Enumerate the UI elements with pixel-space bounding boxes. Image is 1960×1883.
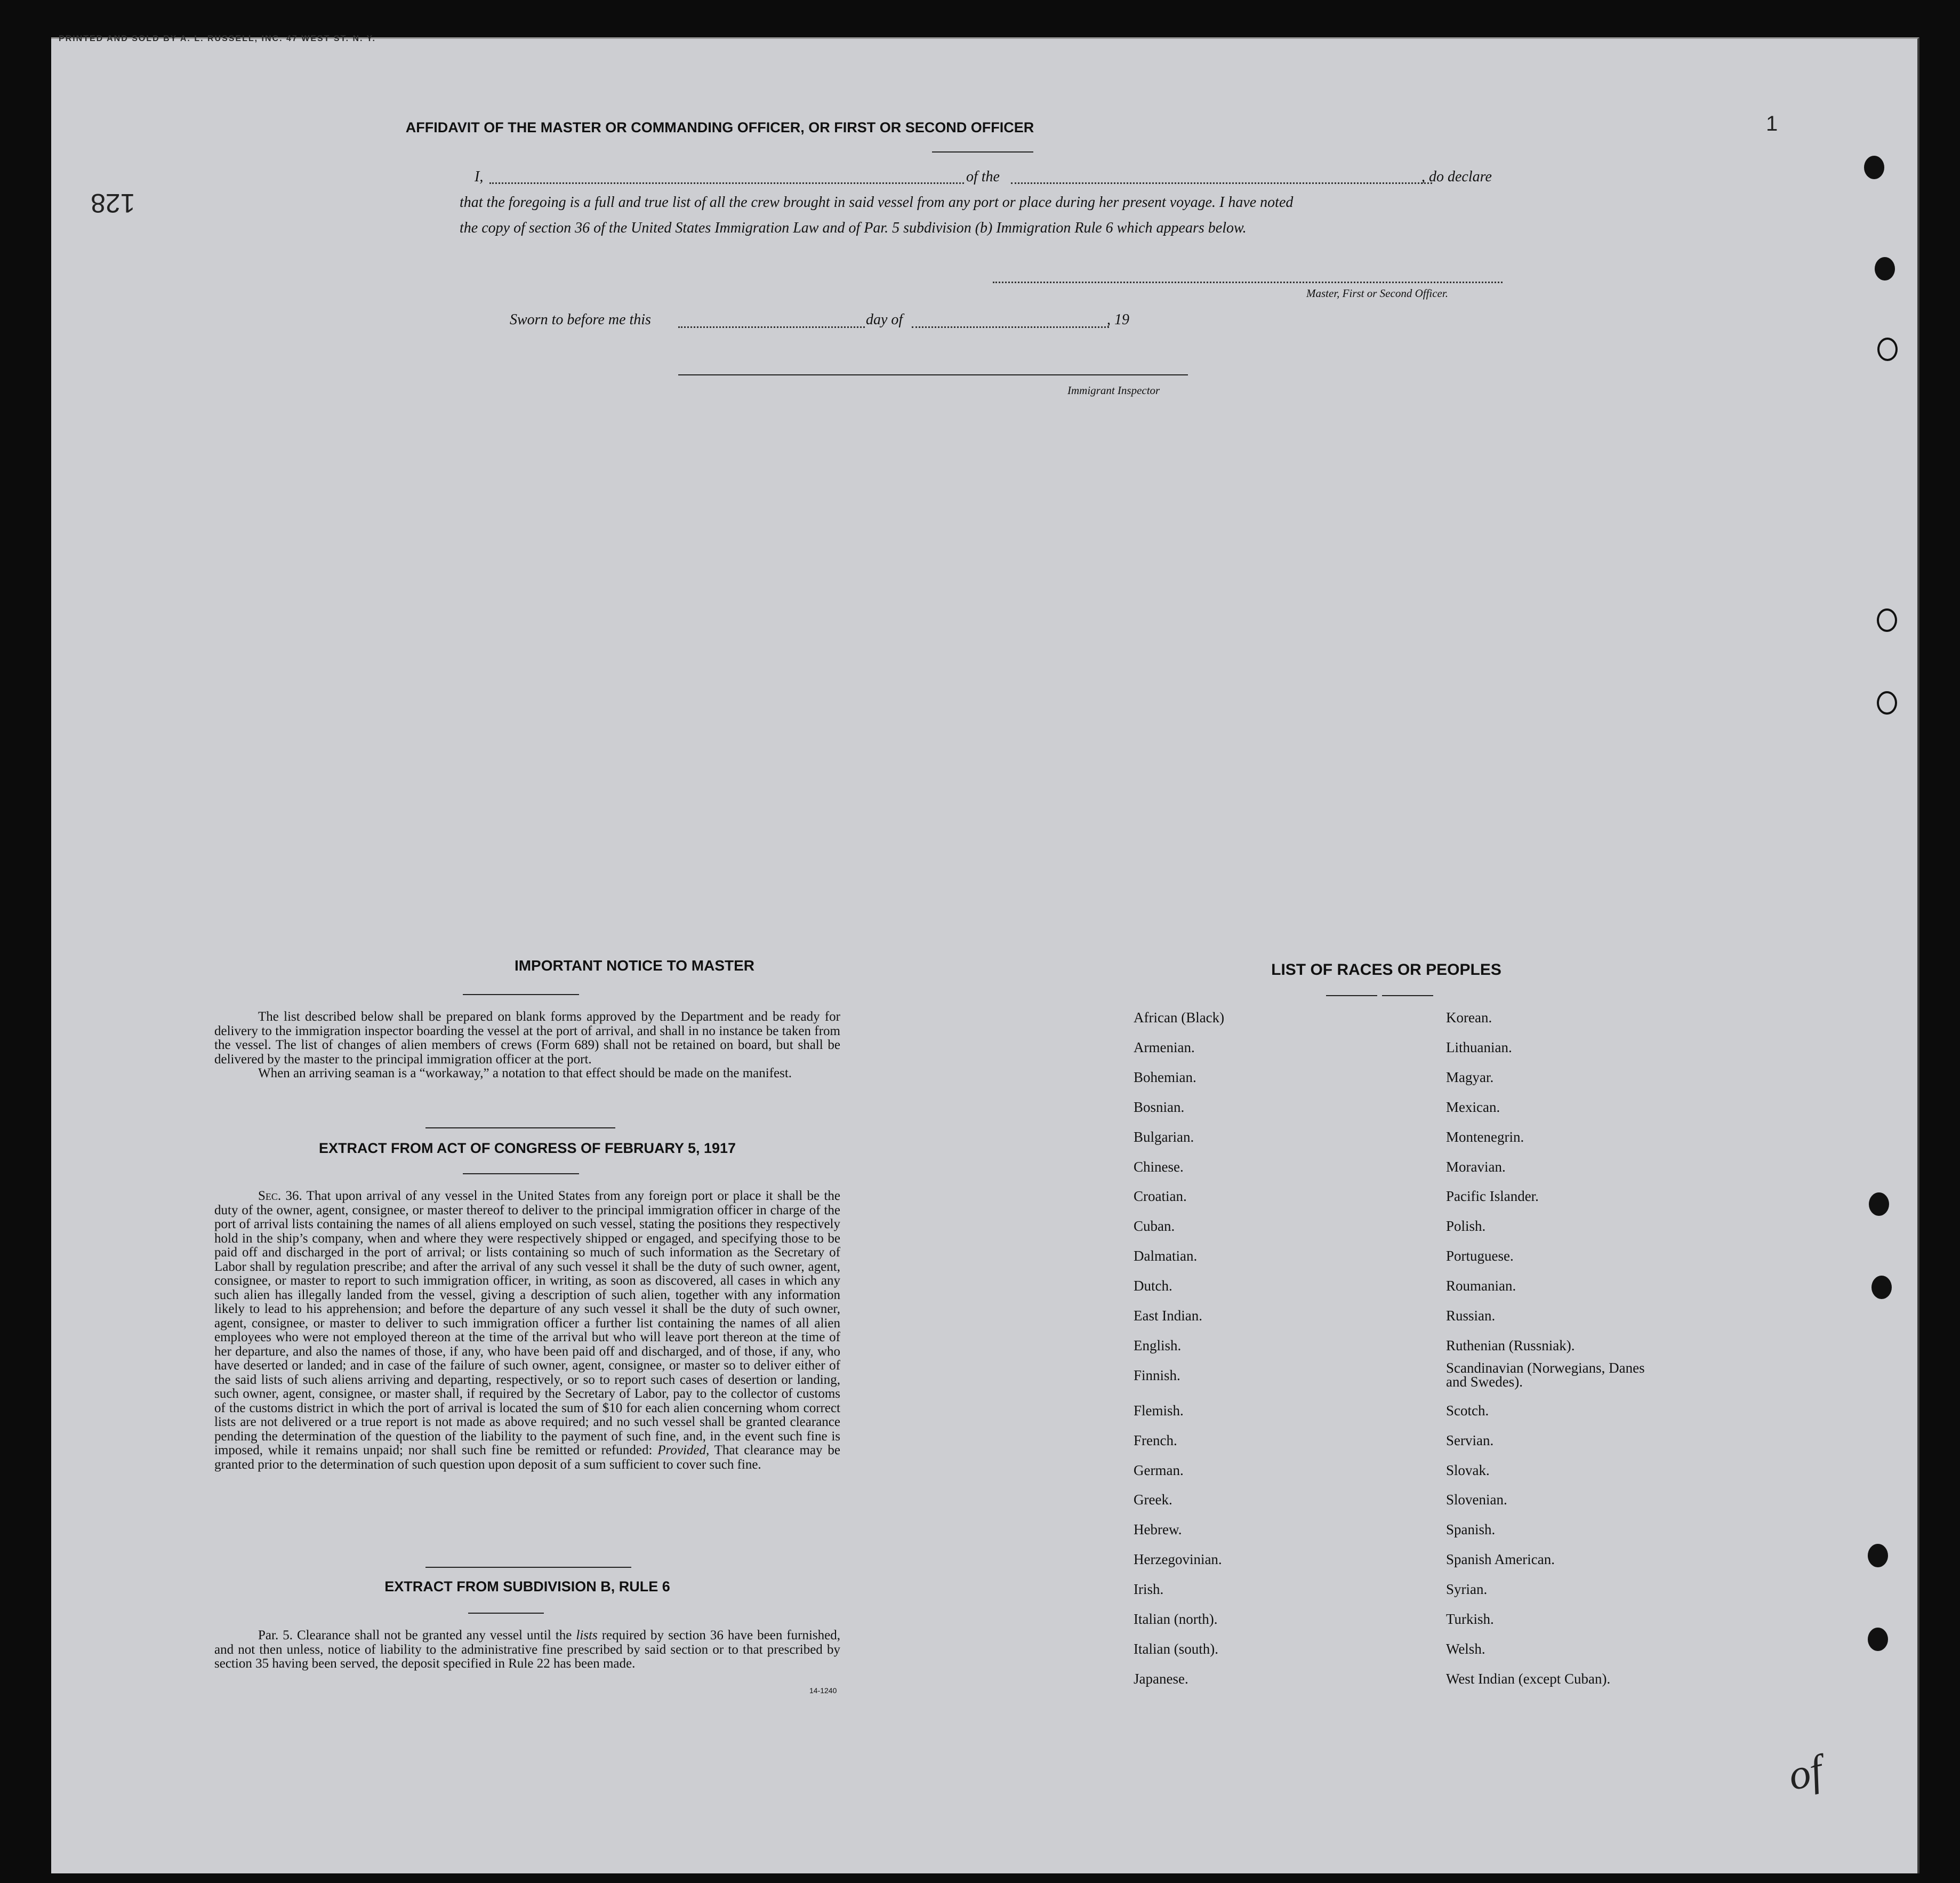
binding-hole-icon: [1868, 1628, 1888, 1651]
race-item: Spanish.: [1446, 1521, 1496, 1538]
race-item: Chinese.: [1134, 1158, 1184, 1175]
notice-rule: [463, 994, 579, 995]
race-item: Dalmatian.: [1134, 1248, 1198, 1264]
stamp-number: 128: [91, 188, 135, 218]
race-item: Slovak.: [1446, 1462, 1490, 1478]
inspector-signature-blank[interactable]: [678, 374, 1188, 375]
notice-para2: When an arriving seaman is a “workaway,” a notation to that effect should be made on the manifest.: [258, 1066, 792, 1080]
race-item: Korean.: [1446, 1009, 1492, 1025]
race-item: Syrian.: [1446, 1581, 1488, 1598]
manifest-sheet: [51, 37, 1919, 1873]
sworn-day-blank[interactable]: [678, 326, 865, 328]
race-item: Italian (north).: [1134, 1611, 1218, 1627]
form-number: 14-1240: [809, 1686, 837, 1695]
race-item: Bosnian.: [1134, 1099, 1185, 1115]
affidavit-title: AFFIDAVIT OF THE MASTER OR COMMANDING OFFICER, OR FIRST OR SECOND OFFICER: [405, 119, 1034, 135]
race-item: Russian.: [1446, 1308, 1496, 1324]
binding-hole-icon: [1864, 156, 1884, 179]
race-item: Portuguese.: [1446, 1248, 1514, 1264]
rule6-text-end: required by section 36 have been furnished, and not then unless, notice of liability to the administrative fine prescribed by said section or to that prescribed by section 35 having been served, the deposit specified in Rule 22 has been made.: [214, 1628, 841, 1671]
race-item: Irish.: [1134, 1581, 1164, 1598]
notice-para1: The list described below shall be prepared on blank forms approved by the Department and be ready for delivery to the immigration inspector boarding the vessel at the port of arrival, and shall in no instance be taken from the vessel. The list of changes of alien members of crews (Form 689) shall not be retained on board, but shall be delivered by the master to the principal immigration officer at the port.: [214, 1009, 840, 1067]
binding-hole-icon: [1868, 1544, 1888, 1567]
race-item: Greek.: [1134, 1492, 1172, 1508]
race-item: Croatian.: [1134, 1188, 1187, 1205]
act-rule: [463, 1173, 579, 1174]
binding-hole-icon: [1877, 608, 1897, 632]
race-item: Japanese.: [1134, 1670, 1188, 1687]
rule6-title: EXTRACT FROM SUBDIVISION B, RULE 6: [384, 1578, 670, 1594]
act-title: EXTRACT FROM ACT OF CONGRESS OF FEBRUARY 5, 1917: [318, 1140, 736, 1156]
race-item: French.: [1134, 1432, 1177, 1448]
printer-note: PRINTED AND SOLD BY A. L. RUSSELL, INC. 47 WEST ST. N. Y.: [59, 34, 376, 43]
race-item: Herzegovinian.: [1134, 1551, 1222, 1568]
notice-body: [214, 1010, 840, 1081]
affidavit-line2: that the foregoing is a full and true list of all the crew brought in said vessel from any port or place during her present voyage. I have noted: [460, 194, 1294, 211]
act-sec-label: Sec.: [258, 1189, 282, 1203]
race-item: Mexican.: [1446, 1099, 1500, 1115]
race-item: Cuban.: [1134, 1218, 1175, 1235]
inspector-caption: Immigrant Inspector: [1067, 384, 1160, 397]
race-item: Welsh.: [1446, 1640, 1485, 1657]
race-item: Roumanian.: [1446, 1278, 1516, 1294]
handwritten-mark: of: [1784, 1746, 1827, 1800]
notice-divider: [425, 1127, 615, 1128]
sworn-month-blank[interactable]: [912, 326, 1109, 328]
master-signature-blank[interactable]: [993, 282, 1503, 283]
binding-hole-icon: [1875, 257, 1895, 281]
affidavit-line3: the copy of section 36 of the United States Immigration Law and of Par. 5 subdivision (b) Immigration Rule 6 which appears below.: [460, 220, 1247, 236]
sworn-day-of: day of: [866, 311, 903, 328]
race-item: Finnish.: [1134, 1367, 1180, 1383]
race-item: East Indian.: [1134, 1308, 1202, 1324]
race-item: Italian (south).: [1134, 1640, 1218, 1657]
race-item: Slovenian.: [1446, 1492, 1507, 1508]
affidavit-of-the: of the: [966, 169, 1000, 185]
race-item: Hebrew.: [1134, 1521, 1182, 1538]
races-rule-right: [1382, 995, 1433, 996]
race-item: Moravian.: [1446, 1158, 1506, 1175]
race-item: Servian.: [1446, 1432, 1494, 1448]
race-item: Dutch.: [1134, 1278, 1172, 1294]
race-item: Lithuanian.: [1446, 1039, 1512, 1055]
act-divider: [425, 1567, 631, 1568]
race-item: Pacific Islander.: [1446, 1188, 1539, 1205]
races-title: LIST OF RACES OR PEOPLES: [1271, 961, 1501, 979]
notice-title: IMPORTANT NOTICE TO MASTER: [514, 957, 755, 974]
binding-hole-icon: [1877, 338, 1898, 361]
sworn-prefix: Sworn to before me this: [510, 311, 651, 328]
race-item: Flemish.: [1134, 1402, 1184, 1419]
race-item: Turkish.: [1446, 1611, 1494, 1627]
race-item: Bulgarian.: [1134, 1128, 1194, 1145]
race-item: German.: [1134, 1462, 1184, 1478]
rule6-text-start: Par. 5. Clearance shall not be granted any vessel until the: [258, 1628, 572, 1642]
binding-hole-icon: [1877, 691, 1897, 715]
affidavit-declare: , do declare: [1421, 169, 1492, 185]
race-item: West Indian (except Cuban).: [1446, 1670, 1611, 1687]
rule6-rule: [468, 1613, 544, 1614]
race-item: Spanish American.: [1446, 1551, 1555, 1568]
race-item: Scandinavian (Norwegians, Danes and Swedes).: [1446, 1359, 1645, 1390]
race-item: Magyar.: [1446, 1069, 1494, 1085]
master-signature-caption: Master, First or Second Officer.: [1306, 287, 1448, 300]
rule6-body: [214, 1629, 840, 1671]
affidavit-i: I,: [475, 169, 484, 185]
races-rule-left: [1326, 995, 1377, 996]
act-provided: Provided,: [657, 1443, 710, 1457]
binding-hole-icon: [1869, 1192, 1889, 1216]
race-item: Bohemian.: [1134, 1069, 1196, 1085]
rule6-lists: lists: [576, 1628, 598, 1642]
race-item: Armenian.: [1134, 1039, 1195, 1055]
title-rule: [932, 151, 1033, 153]
race-item: Scotch.: [1446, 1402, 1489, 1419]
page-mark-top-right: 1: [1766, 112, 1778, 135]
name-blank[interactable]: [489, 182, 964, 184]
binding-hole-icon: [1871, 1276, 1892, 1299]
race-item: Ruthenian (Russniak).: [1446, 1337, 1575, 1353]
race-item: Montenegrin.: [1446, 1128, 1524, 1145]
vessel-blank[interactable]: [1011, 182, 1432, 184]
act-text: 36. That upon arrival of any vessel in the United States from any foreign port or place it shall be the duty of the owner, agent, consignee, or master thereof to deliver to the principal immigration officer in charge of the port of arrival lists containing the names of all aliens employed on such vessel, stating the positions they respectively hold in the ship’s company, when and where they were respectively shipped or engaged, and specifying those to be paid off and discharged in the port of arrival; or lists containing so much of such information as the Secretary of Labor shall by regulation prescribe; and after the arrival of any such vessel it shall be the duty of such owner, agent, consignee, or master to report to such immigration officer, in writing, as soon as discovered, all cases in which any such alien has illegally landed from the vessel, giving a description of such alien, together with any information likely to lead to his apprehension; and before the departure of any such vessel it shall be the duty of such owner, agent, consignee, or master to deliver to such immigration officer a further list containing the names of all alien employees who were not employed thereon at the time of the arrival but who will leave port thereon at the time of her departure, and also the names of those, if any, who have been paid off and discharged, and of those, if any, who have deserted or landed; and in case of the failure of such owner, agent, consignee, or master so to deliver either of the said lists of such aliens arriving and departing, respectively, or so to report such cases of desertion or landing, such owner, agent, consignee, or master shall, if required by the Secretary of Labor, pay to the collector of customs of the customs district in which the port of arrival is located the sum of $10 for each alien concerning whom correct lists are not delivered or a true report is not made as above required; and no such vessel shall be granted clearance pending the determination of the question of the liability to the payment of such fine, and, in the event such fine is imposed, while it remains unpaid; nor shall such fine be remitted or refunded:: [214, 1189, 841, 1457]
race-item: Polish.: [1446, 1218, 1486, 1235]
race-item: African (Black): [1134, 1009, 1225, 1025]
act-text-end: That clearance may be granted prior to the determination of such question upon deposit of a sum sufficient to cover such fine.: [214, 1443, 840, 1472]
act-body: [214, 1189, 840, 1472]
sworn-year: , 19: [1107, 311, 1129, 328]
race-item: English.: [1134, 1337, 1182, 1353]
